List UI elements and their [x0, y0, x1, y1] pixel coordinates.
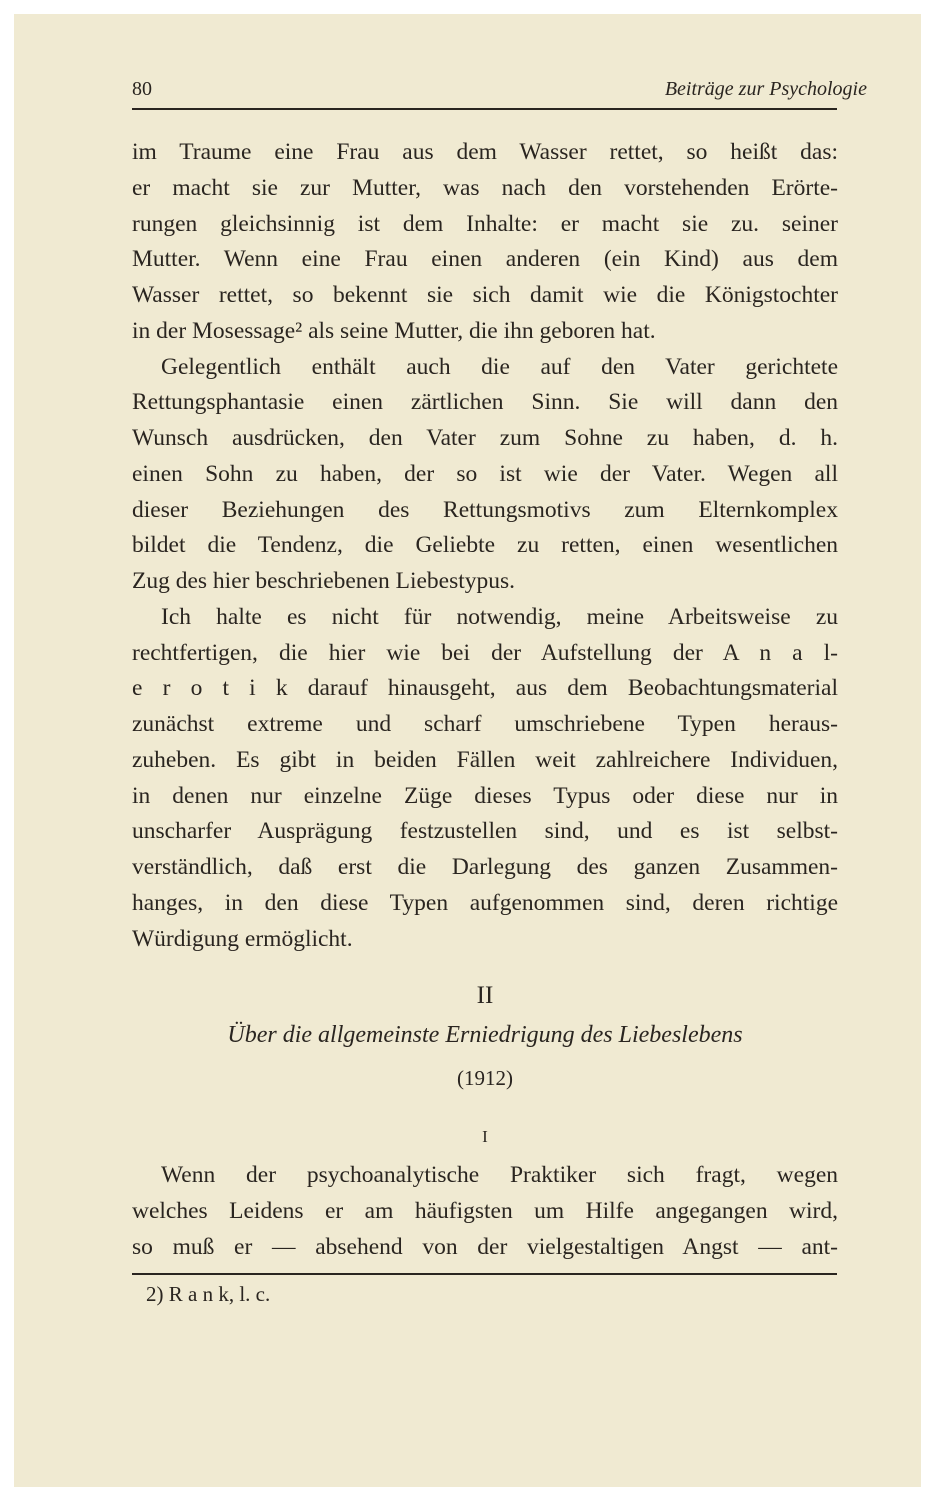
text-line: Würdigung ermöglicht.	[132, 925, 353, 952]
text-line: verständlich, daß erst die Darlegung des ganzen Zusammen-	[132, 854, 838, 880]
text-line: in der Mosessage² als seine Mutter, die ihn geboren hat.	[132, 317, 656, 344]
text-line: in denen nur einzelne Züge dieses Typus oder diese nur in	[132, 782, 838, 809]
text-line: er macht sie zur Mutter, was nach den vorstehenden Erörte-	[132, 174, 838, 201]
text-line: zuheben. Es gibt in beiden Fällen weit zahlreichere Individuen,	[132, 746, 838, 773]
text-line: Wasser rettet, so bekennt sie sich damit wie die Königstochter	[132, 282, 838, 308]
page-number: 80	[132, 78, 152, 100]
text-line: dieser Beziehungen des Rettungsmotivs zum Elternkomplex	[132, 496, 838, 523]
text-line: rungen gleichsinnig ist dem Inhalte: er macht sie zu. seiner	[132, 210, 838, 237]
footnote-rule	[132, 1273, 837, 1275]
text-line: rechtfertigen, die hier wie bei der Aufstellung der A n a l-	[132, 639, 838, 666]
text-line: so muß er — absehend von der vielgestaltigen Angst — ant-	[132, 1234, 838, 1260]
text-line: einen Sohn zu haben, der so ist wie der Vater. Wegen all	[132, 460, 838, 487]
section-title: Über die allgemeinste Erniedrigung des Liebeslebens	[227, 1022, 743, 1048]
section-numeral: II	[476, 982, 494, 1009]
text-line: Zug des hier beschriebenen Liebestypus.	[132, 568, 516, 594]
running-title: Beiträge zur Psychologie	[664, 78, 867, 100]
text-line: Gelegentlich enthält auch die auf den Vater gerichtete	[161, 353, 838, 380]
text-line: zunächst extreme und scharf umschriebene Typen heraus-	[132, 711, 838, 737]
text-line: welches Leidens er am häufigsten um Hilfe angegangen wird,	[132, 1198, 838, 1224]
text-line: e r o t i k darauf hinausgeht, aus dem Beobachtungsmaterial	[132, 675, 838, 702]
text-line: hanges, in den diese Typen aufgenommen sind, deren richtige	[132, 889, 838, 916]
text-line: Mutter. Wenn eine Frau einen anderen (ein Kind) aus dem	[132, 246, 838, 273]
section-year: (1912)	[457, 1066, 513, 1090]
text-line: Wunsch ausdrücken, den Vater zum Sohne zu haben, d. h.	[132, 425, 838, 451]
footnote: 2) R a n k, l. c.	[146, 1282, 271, 1306]
text-line: Ich halte es nicht für notwendig, meine Arbeitsweise zu	[161, 603, 838, 630]
text-line: Rettungsphantasie einen zärtlichen Sinn. Sie will dann den	[132, 389, 838, 416]
text-line: unscharfer Ausprägung festzustellen sind, und es ist selbst-	[132, 818, 838, 845]
text-line: bildet die Tendenz, die Geliebte zu retten, einen wesentlichen	[132, 532, 838, 559]
subsection-numeral: I	[482, 1127, 488, 1146]
text-line: im Traume eine Frau aus dem Wasser rettet, so heißt das:	[132, 139, 838, 165]
text-line: Wenn der psychoanalytische Praktiker sich fragt, wegen	[161, 1162, 838, 1188]
header-rule	[132, 108, 837, 110]
